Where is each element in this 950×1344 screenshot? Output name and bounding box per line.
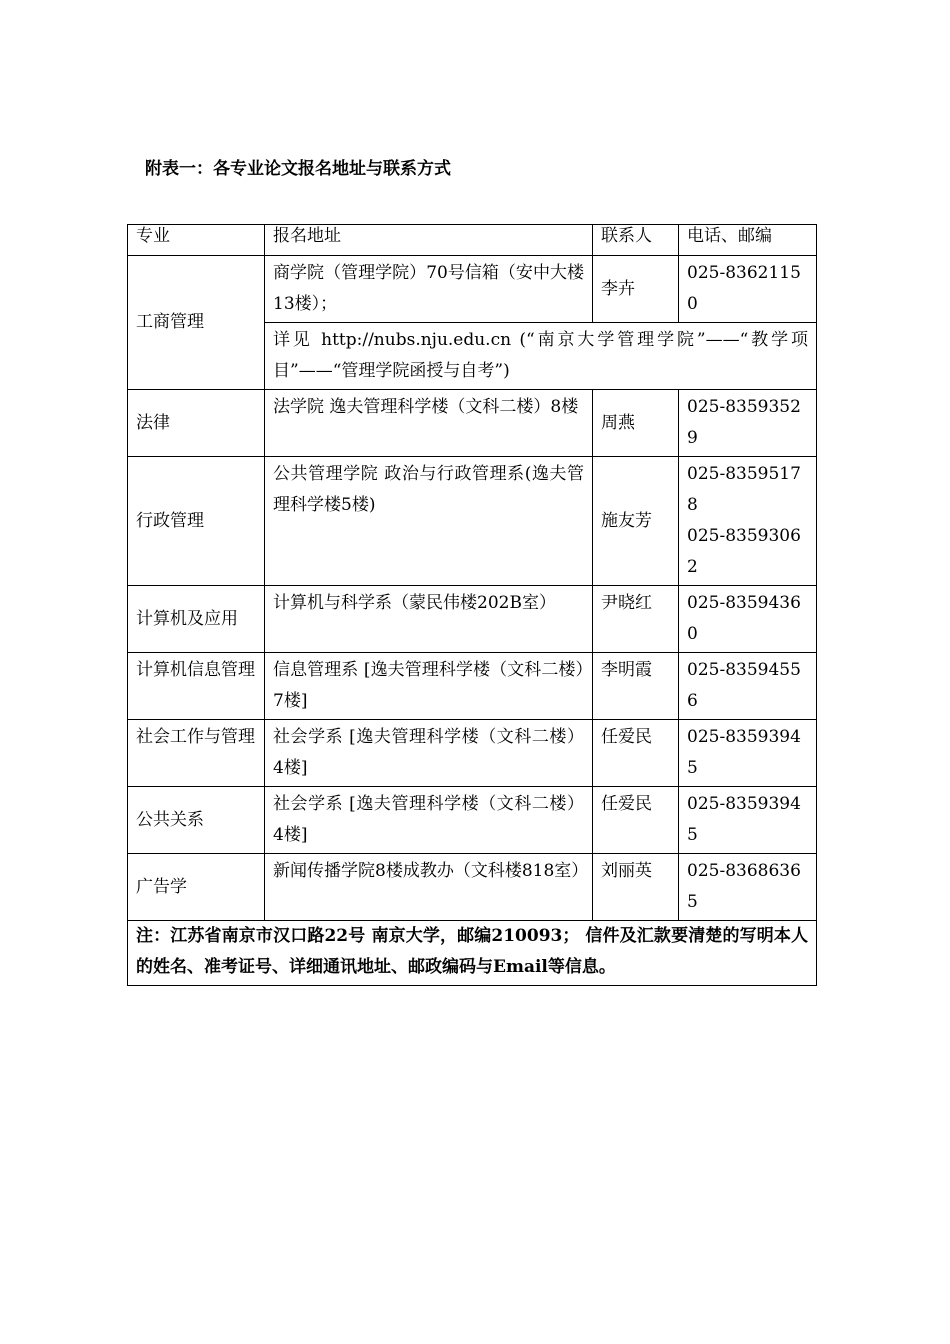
phone-cell: 025-83593529 (679, 390, 817, 457)
page-title: 附表一：各专业论文报名地址与联系方式 (145, 159, 451, 179)
table-row (128, 787, 817, 854)
address-cell: 社会学系 [逸夫管理科学楼（文科二楼）4楼] (265, 720, 593, 787)
major-cell: 法律 (128, 390, 265, 457)
address-cell: 法学院 逸夫管理科学楼（文科二楼）8楼 (265, 390, 593, 457)
address-cell: 社会学系 [逸夫管理科学楼（文科二楼）4楼] (265, 787, 593, 854)
address-cell: 计算机与科学系（蒙民伟楼202B室） (265, 586, 593, 653)
contact-cell: 刘丽英 (593, 854, 679, 921)
major-cell: 行政管理 (128, 457, 265, 586)
phone-line: 025-83593062 (687, 526, 801, 577)
phone-cell: 025-83621150 (679, 256, 817, 323)
phone-cell (679, 457, 817, 586)
major-cell: 公共关系 (128, 787, 265, 854)
note-row (128, 921, 817, 986)
table-row (128, 457, 817, 586)
phone-line: 025-83595178 (687, 464, 801, 515)
phone-cell: 025-83594556 (679, 653, 817, 720)
contact-cell: 尹晓红 (593, 586, 679, 653)
contact-cell: 李卉 (593, 256, 679, 323)
address-cell: 公共管理学院 政治与行政管理系(逸夫管理科学楼5楼) (265, 457, 593, 586)
phone-cell: 025-83594360 (679, 586, 817, 653)
header-major: 专业 (128, 225, 265, 256)
header-contact: 联系人 (593, 225, 679, 256)
header-address: 报名地址 (265, 225, 593, 256)
contact-cell: 任爱民 (593, 787, 679, 854)
major-cell: 计算机及应用 (128, 586, 265, 653)
contact-cell: 施友芳 (593, 457, 679, 586)
detail-cell: 详见 http://nubs.nju.edu.cn (“南京大学管理学院”——“教学项目”——“管理学院函授与自考”) (265, 323, 817, 390)
major-cell: 计算机信息管理 (128, 653, 265, 720)
contact-cell: 任爱民 (593, 720, 679, 787)
address-cell: 新闻传播学院8楼成教办（文科楼818室） (265, 854, 593, 921)
major-cell: 工商管理 (128, 256, 265, 390)
phone-cell: 025-83593945 (679, 787, 817, 854)
table-row (128, 586, 817, 653)
contact-cell: 李明霞 (593, 653, 679, 720)
phone-cell: 025-83686365 (679, 854, 817, 921)
header-phone: 电话、邮编 (679, 225, 817, 256)
registration-table (127, 224, 817, 986)
major-cell: 广告学 (128, 854, 265, 921)
table-row (128, 720, 817, 787)
note-cell: 注：江苏省南京市汉口路22号 南京大学，邮编210093； 信件及汇款要清楚的写明本人的姓名、准考证号、详细通讯地址、邮政编码与Email等信息。 (128, 921, 817, 986)
contact-cell: 周燕 (593, 390, 679, 457)
major-cell: 社会工作与管理 (128, 720, 265, 787)
table-row (128, 854, 817, 921)
address-cell: 信息管理系 [逸夫管理科学楼（文科二楼）7楼] (265, 653, 593, 720)
phone-cell: 025-83593945 (679, 720, 817, 787)
address-cell: 商学院（管理学院）70号信箱（安中大楼13楼）； (265, 256, 593, 323)
table-row (128, 256, 817, 323)
header-row (128, 225, 817, 256)
table-row (128, 653, 817, 720)
table-row (128, 390, 817, 457)
